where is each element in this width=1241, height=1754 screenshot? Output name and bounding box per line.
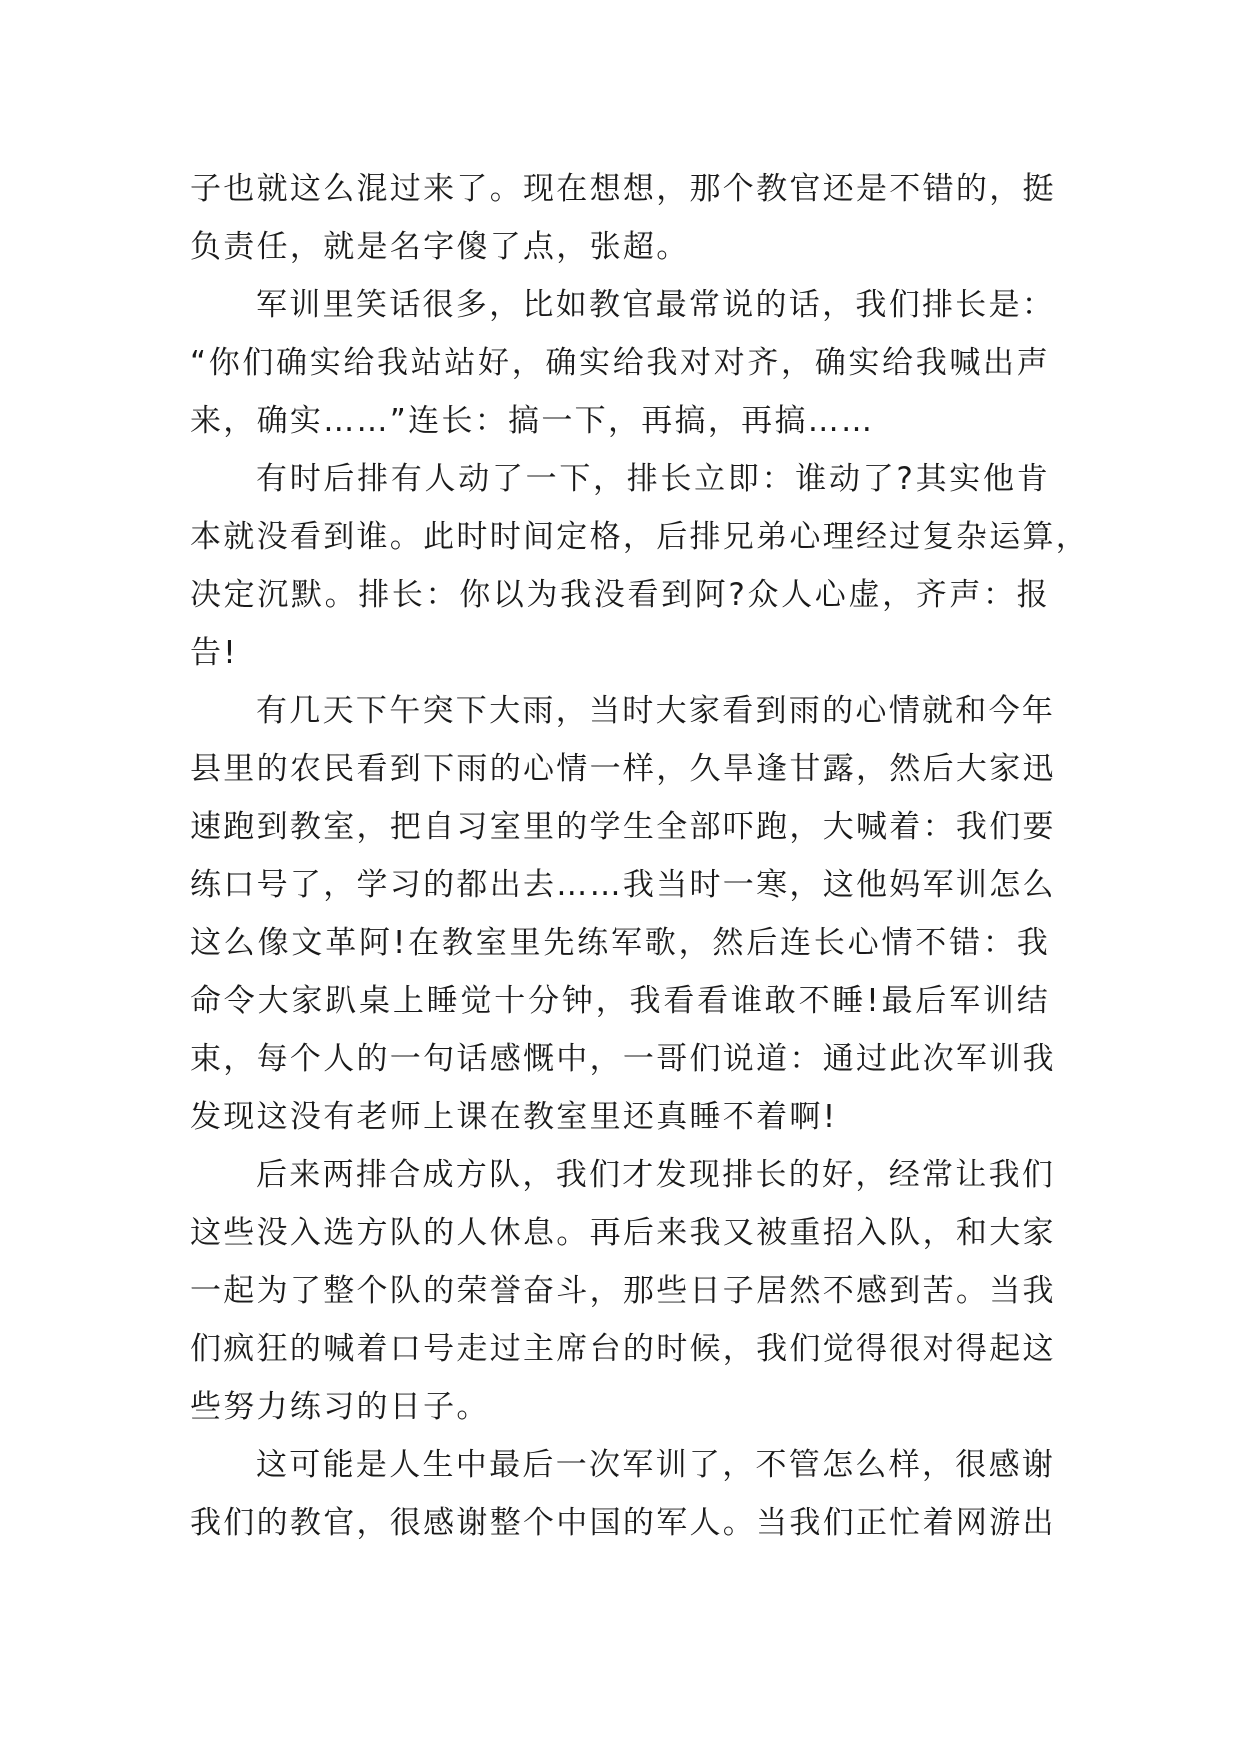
text-line: 命令大家趴桌上睡觉十分钟，我看看谁敢不睡!最后军训结 xyxy=(190,983,1050,1019)
text-line: 有几天下午突下大雨，当时大家看到雨的心情就和今年 xyxy=(256,693,1056,729)
text-line: 一起为了整个队的荣誉奋斗，那些日子居然不感到苦。当我 xyxy=(190,1273,1056,1309)
text-line: 县里的农民看到下雨的心情一样，久旱逢甘露，然后大家迅 xyxy=(190,751,1056,787)
body-text xyxy=(190,160,1090,1552)
text-line: 这么像文革阿!在教室里先练军歌，然后连长心情不错：我 xyxy=(190,925,1050,961)
text-line: 军训里笑话很多，比如教官最常说的话，我们排长是： xyxy=(256,287,1056,323)
text-line: 我们的教官，很感谢整个中国的军人。当我们正忙着网游出 xyxy=(190,1505,1056,1541)
text-line: 来，确实……”连长：搞一下，再搞，再搞…… xyxy=(190,403,875,439)
text-line: 这些没入选方队的人休息。再后来我又被重招入队，和大家 xyxy=(190,1215,1056,1251)
text-line: “你们确实给我站站好，确实给我对对齐，确实给我喊出声 xyxy=(190,345,1050,381)
text-line: 这可能是人生中最后一次军训了，不管怎么样，很感谢 xyxy=(256,1447,1056,1483)
text-line: 决定沉默。排长：你以为我没看到阿?众人心虚，齐声：报 xyxy=(190,577,1050,613)
text-line: 本就没看到谁。此时时间定格，后排兄弟心理经过复杂运算， xyxy=(190,519,1090,555)
paragraph-1 xyxy=(190,160,1056,276)
paragraph-2 xyxy=(190,276,1056,450)
paragraph-6 xyxy=(190,1436,1056,1552)
text-line: 速跑到教室，把自习室里的学生全部吓跑，大喊着：我们要 xyxy=(190,809,1056,845)
text-line: 发现这没有老师上课在教室里还真睡不着啊! xyxy=(190,1099,838,1135)
text-line: 有时后排有人动了一下，排长立即：谁动了?其实他肯 xyxy=(256,461,1050,497)
text-line: 负责任，就是名字傻了点，张超。 xyxy=(190,229,690,265)
text-line: 些努力练习的日子。 xyxy=(190,1389,490,1425)
text-line: 后来两排合成方队，我们才发现排长的好，经常让我们 xyxy=(256,1157,1056,1193)
text-line: 子也就这么混过来了。现在想想，那个教官还是不错的，挺 xyxy=(190,171,1056,207)
paragraph-5 xyxy=(190,1146,1056,1436)
paragraph-4 xyxy=(190,682,1056,1146)
paragraph-3 xyxy=(190,450,1090,682)
text-line: 束，每个人的一句话感慨中，一哥们说道：通过此次军训我 xyxy=(190,1041,1056,1077)
text-line: 们疯狂的喊着口号走过主席台的时候，我们觉得很对得起这 xyxy=(190,1331,1056,1367)
text-line: 告! xyxy=(190,635,239,671)
text-line: 练口号了，学习的都出去……我当时一寒，这他妈军训怎么 xyxy=(190,867,1056,903)
